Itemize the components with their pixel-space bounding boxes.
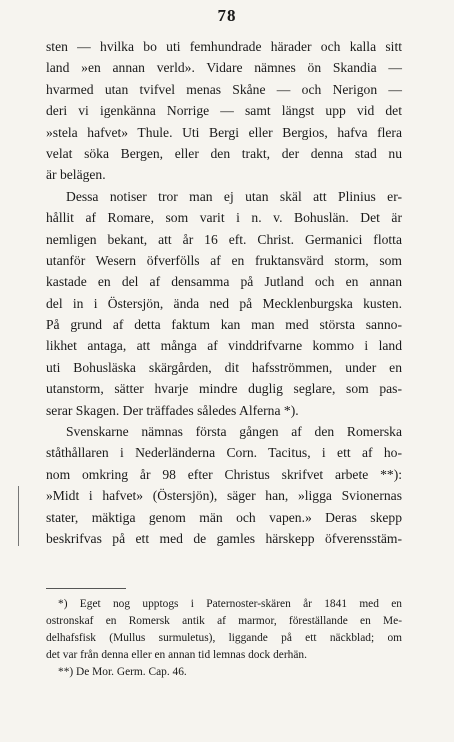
text-line: uti Bohusläska skärgården, dit hafsströmmen, under en: [46, 359, 402, 375]
text-line: »stela hafvet» Thule. Uti Bergi eller Bergios, hafva flera: [46, 124, 402, 140]
footnote-line: **) De Mor. Germ. Cap. 46.: [58, 666, 187, 678]
footnote-line: *) Eget nog upptogs i Paternoster-skären år 1841 med en: [58, 598, 402, 610]
footnote-line: ostronskaf en Romersk antik af marmor, föreställande en Me-: [46, 615, 402, 627]
text-line: velat söka Bergen, eller den trakt, der denna stad nu: [46, 145, 402, 161]
text-line: land »en annan verld». Vidare nämnes ön Skandia —: [46, 60, 402, 76]
text-line: stater, mäktiga genom män och vapen.» Deras skepp: [46, 509, 402, 525]
paragraph-start-line: Dessa notiser tror man ej utan skäl att Plinius er-: [66, 188, 402, 204]
text-line: utanför Wesern öfverfölls af en fruktansvärd storm, som: [46, 252, 402, 268]
text-line: nom omkring år 98 efter Christus skrifvet arbete **):: [46, 466, 402, 482]
text-line: del in i Östersjön, ända ned på Mecklenburgska kusten.: [46, 295, 402, 311]
text-line: kastade en del af densamma på Jutland och en annan: [46, 274, 402, 290]
footnote-line: delhafsfisk (Mullus surmuletus), liggande på ett näckblad; om: [46, 632, 402, 644]
margin-pencil-mark: [18, 486, 19, 546]
text-line: beskrifvas på ett med de gamles härskepp öfverensstäm-: [46, 530, 402, 546]
text-line: är belägen.: [46, 167, 106, 183]
body-text: [46, 36, 402, 549]
text-line: nemligen bekant, att år 16 eft. Christ. Germanici flotta: [46, 231, 402, 247]
text-line: »Midt i hafvet» (Östersjön), säger han, »ligga Svionernas: [46, 488, 402, 504]
text-line: serar Skagen. Der träffades således Alferna *).: [46, 402, 299, 418]
text-line: likhet antaga, att många af vinddrifvarne kommo i land: [46, 338, 402, 354]
footnotes: [46, 596, 402, 681]
footnote-divider: [46, 588, 126, 589]
text-line: utanstorm, sätter hvarje mindre duglig seglare, som pas-: [46, 381, 402, 397]
text-line: På grund af detta faktum kan man med största sanno-: [46, 317, 402, 333]
text-line: sten — hvilka bo uti femhundrade härader och kalla sitt: [46, 39, 402, 54]
text-line: hvarmed utan tvifvel menas Skåne — och Nerigon —: [46, 81, 402, 97]
paragraph-start-line: Svenskarne nämnas första gången af den Romerska: [66, 424, 402, 440]
page-number: 78: [217, 6, 237, 25]
text-line: deri vi igenkänna Norrige — samt längst upp vid det: [46, 103, 402, 119]
footnote-line: det var från denna eller en annan tid lemnas dock derhän.: [46, 649, 307, 661]
text-line: hållit af Romare, som varit i n. v. Bohuslän. Det är: [46, 210, 402, 226]
text-line: ståthållaren i Nederländerna Corn. Tacitus, i ett af ho-: [46, 445, 402, 461]
